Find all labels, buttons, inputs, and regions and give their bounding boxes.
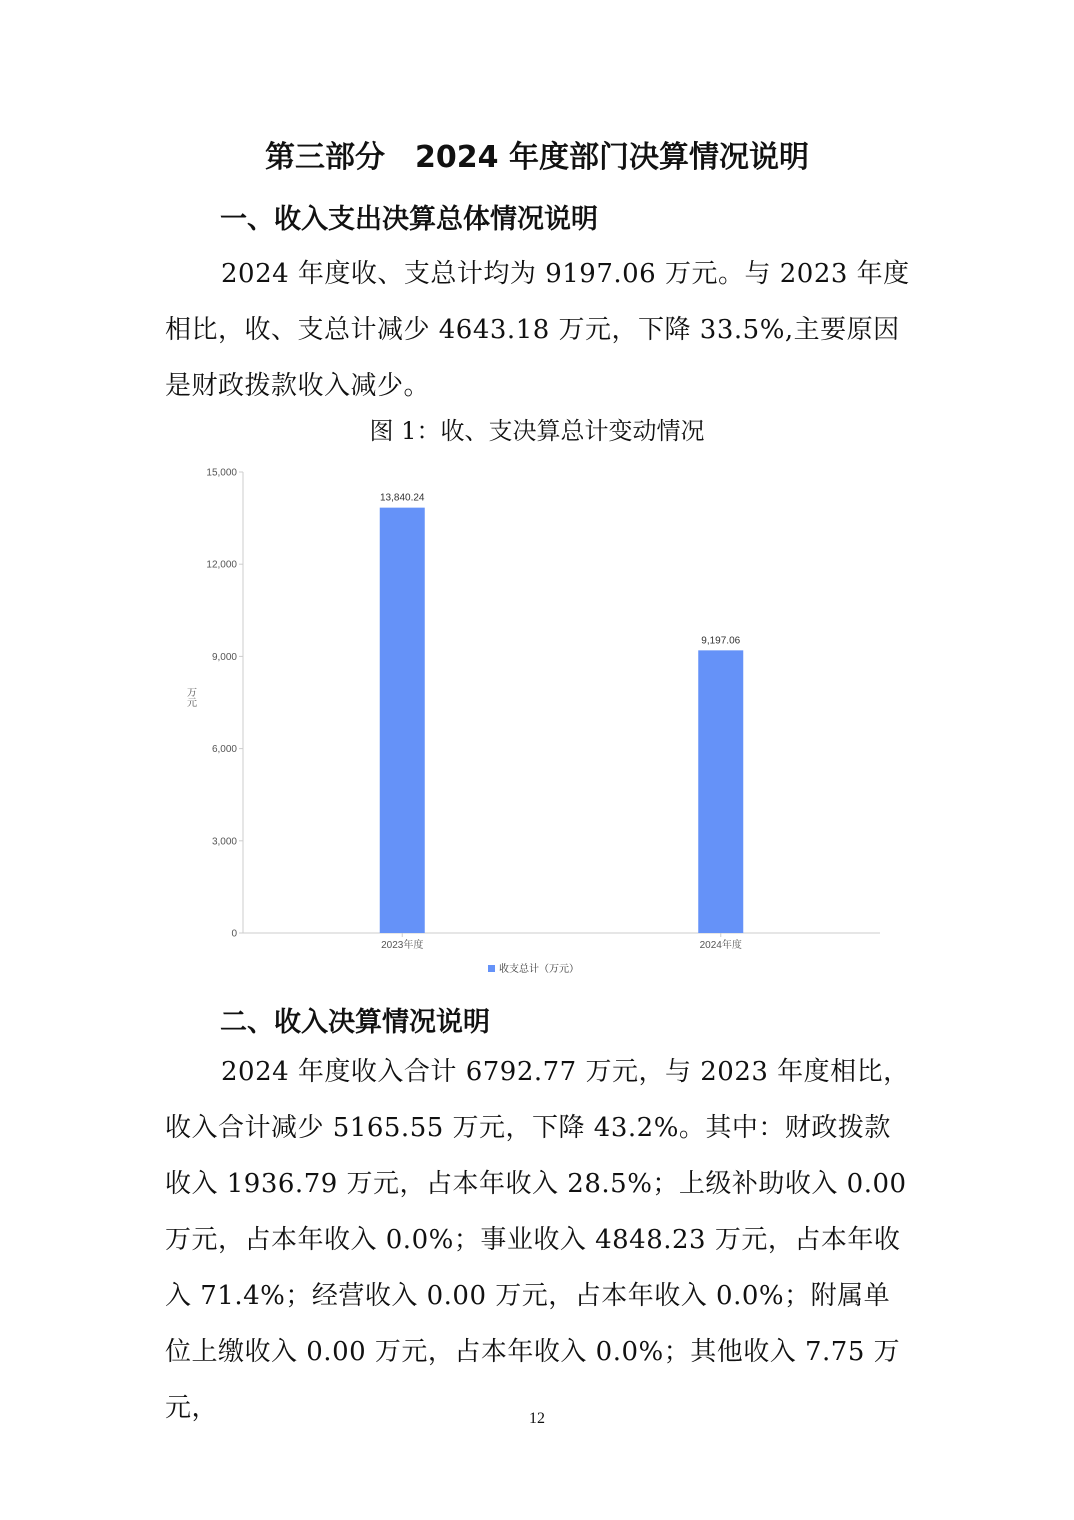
y-tick-label: 15,000	[206, 467, 237, 479]
page-number: 12	[529, 1410, 545, 1427]
bar-2024年度	[698, 650, 743, 933]
bar-chart	[170, 455, 900, 985]
bar-value-label: 13,840.24	[380, 492, 425, 504]
bar-chart-svg	[170, 455, 900, 985]
legend-label: 收支总计（万元）	[499, 964, 579, 975]
y-tick-label: 9,000	[211, 651, 237, 663]
y-axis-label: 万元	[184, 687, 196, 707]
y-tick-label: 6,000	[211, 744, 237, 756]
section-heading-income: 二、收入决算情况说明	[220, 1007, 490, 1038]
x-tick-label: 2023年度	[381, 940, 424, 951]
figure-caption: 图 1：收、支决算总计变动情况	[369, 417, 705, 445]
y-tick-label: 0	[231, 928, 237, 940]
legend-swatch	[488, 965, 495, 972]
paragraph-income: 2024 年度收入合计 6792.77 万元，与 2023 年度相比，收入合计减少 5165.55 万元，下降 43.2%。其中：财政拨款收入 1936.79 万元，占本年收入 28.5%；上级补助收入 0.00 万元，占本年收入 0.0%；事业收入 4848.23 万元，占本年收入 71.4%；经营收入 0.00 万元，占本年收入 0.0%；附属单位上缴收入 0.00 万元，占本年收入 0.0%；其他收入 7.75 万元，	[165, 1057, 910, 1423]
x-tick-label: 2024年度	[699, 940, 742, 951]
bar-2023年度	[380, 508, 425, 933]
bar-value-label: 9,197.06	[701, 635, 741, 647]
y-tick-label: 12,000	[206, 559, 237, 571]
page-title: 第三部分 2024 年度部门决算情况说明	[265, 140, 809, 175]
paragraph-overall: 2024 年度收、支总计均为 9197.06 万元。与 2023 年度相比，收、支总计减少 4643.18 万元，下降 33.5%,主要原因是财政拨款收入减少。	[165, 259, 910, 401]
section-heading-overall: 一、收入支出决算总体情况说明	[220, 204, 598, 235]
y-tick-label: 3,000	[211, 836, 237, 848]
